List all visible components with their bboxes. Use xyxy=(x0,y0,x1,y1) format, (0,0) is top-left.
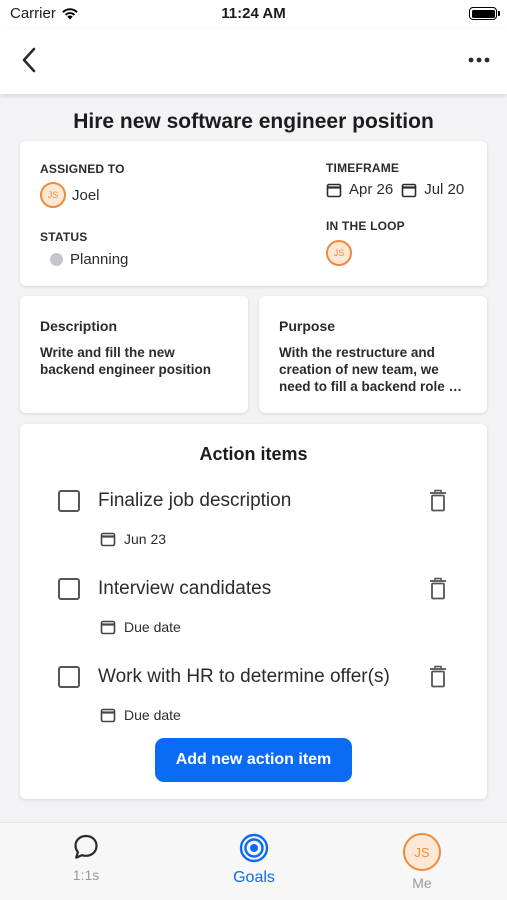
tab-me[interactable] xyxy=(362,833,482,891)
in-the-loop-label: IN THE LOOP xyxy=(326,219,405,233)
calendar-icon xyxy=(100,619,116,635)
end-date[interactable] xyxy=(401,181,464,198)
purpose-card[interactable] xyxy=(259,296,487,413)
battery-icon xyxy=(469,7,497,20)
assigned-label: ASSIGNED TO xyxy=(40,162,125,176)
end-date-text: Jul 20 xyxy=(424,181,465,198)
checkbox[interactable] xyxy=(58,490,80,512)
action-items-card xyxy=(20,424,487,799)
avatar: JS xyxy=(40,182,66,208)
due-date[interactable] xyxy=(100,619,181,635)
calendar-icon xyxy=(401,182,417,198)
due-date-text: Due date xyxy=(124,707,181,723)
timeframe-section xyxy=(326,161,464,198)
delete-button[interactable] xyxy=(426,662,450,690)
tab-bar xyxy=(0,822,507,900)
assignee-name: Joel xyxy=(72,186,100,204)
assignee[interactable] xyxy=(40,182,125,208)
page-title: Hire new software engineer position xyxy=(73,110,434,133)
due-date-text: Jun 23 xyxy=(124,531,167,547)
timeframe-label: TIMEFRAME xyxy=(326,161,400,175)
delete-button[interactable] xyxy=(426,574,450,602)
due-date[interactable] xyxy=(100,707,181,723)
trash-icon xyxy=(429,577,447,600)
purpose-title: Purpose xyxy=(279,318,336,334)
in-the-loop-section xyxy=(326,219,405,266)
action-item-text[interactable]: Finalize job description xyxy=(98,490,292,511)
description-body: Write and fill the new backend engineer position xyxy=(40,345,212,377)
calendar-icon xyxy=(326,182,342,198)
more-options-button[interactable] xyxy=(467,48,491,72)
status-label: STATUS xyxy=(40,230,88,244)
start-date[interactable] xyxy=(326,181,393,198)
back-button[interactable] xyxy=(14,44,44,76)
carrier-label: Carrier xyxy=(10,5,56,22)
status-section xyxy=(40,230,128,268)
status-dot-icon xyxy=(50,253,63,266)
tab-goals[interactable] xyxy=(194,833,314,887)
checkbox[interactable] xyxy=(58,666,80,688)
chat-bubble-icon xyxy=(72,833,100,861)
trash-icon xyxy=(429,489,447,512)
chevron-left-icon xyxy=(21,47,37,73)
tab-label: 1:1s xyxy=(72,867,100,883)
avatar: JS xyxy=(403,833,441,871)
start-date-text: Apr 26 xyxy=(349,181,394,198)
loop-avatar[interactable]: JS xyxy=(326,240,352,266)
due-date-text: Due date xyxy=(124,619,181,635)
tab-label: Me xyxy=(412,875,432,891)
ellipsis-icon xyxy=(468,57,490,63)
trash-icon xyxy=(429,665,447,688)
tab-label: Goals xyxy=(233,869,275,886)
description-title: Description xyxy=(40,318,118,334)
due-date[interactable] xyxy=(100,531,166,547)
action-item-text[interactable]: Work with HR to determine offer(s) xyxy=(98,666,390,687)
assigned-section xyxy=(40,162,125,208)
target-icon xyxy=(239,833,269,863)
calendar-icon xyxy=(100,531,116,547)
purpose-body: With the restructure and creation of new team, we need to fill a backend role … xyxy=(279,345,463,394)
delete-button[interactable] xyxy=(426,486,450,514)
add-action-item-button[interactable]: Add new action item xyxy=(155,738,352,782)
clock: 11:24 AM xyxy=(221,5,286,22)
action-items-title: Action items xyxy=(199,444,308,464)
tab-one-on-ones[interactable] xyxy=(26,833,146,883)
status-value[interactable] xyxy=(50,251,128,268)
action-item-text[interactable]: Interview candidates xyxy=(98,578,272,599)
description-card[interactable] xyxy=(20,296,248,413)
status-text: Planning xyxy=(70,251,129,268)
calendar-icon xyxy=(100,707,116,723)
nav-bar xyxy=(0,28,507,94)
details-card xyxy=(20,141,487,286)
status-bar xyxy=(0,0,507,28)
checkbox[interactable] xyxy=(58,578,80,600)
timeframe-dates xyxy=(326,181,464,198)
